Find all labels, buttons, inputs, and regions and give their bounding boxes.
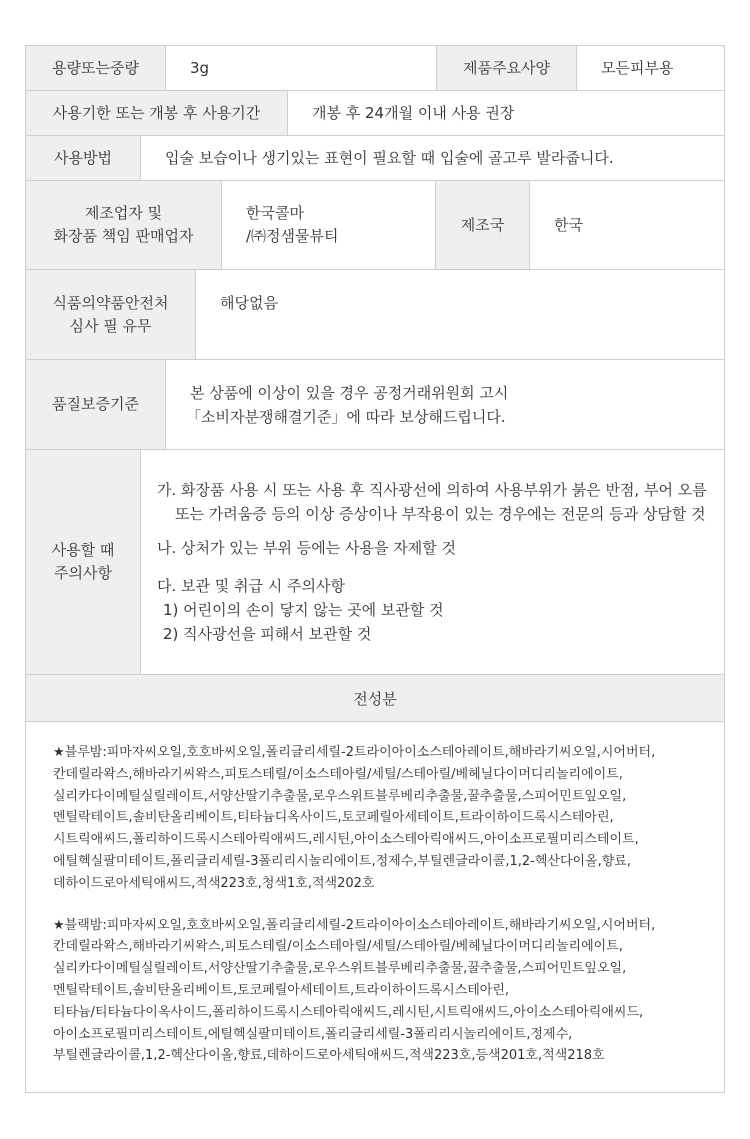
ingredients-body [26,722,724,1067]
maker-value-line-1: 한국콜마 [246,204,304,222]
capacity-value-text: 3g [190,58,210,77]
ingredients-section [26,675,724,1087]
spec-value [577,46,724,90]
caution-item-b [157,536,456,560]
fda-value [196,270,724,359]
ingredients-blackberry [53,915,698,1068]
capacity-value [166,46,436,90]
ingredient-line: 아이소프로필미리스테이트,에틸헥실팔미테이트,폴리글리세릴-3폴리리시놀리에이트,정제수, [53,1026,573,1042]
quality-label [26,360,166,449]
ingredient-line: 멘틸락테이트,솔비탄올리베이트,티타늄디옥사이드,토코페릴아세테이트,트라이하이드록시스테아린, [53,810,614,826]
usage-label [26,136,141,180]
ingredients-title [26,675,724,722]
row-maker [26,181,724,270]
spec-label-text: 제품주요사양 [463,58,550,77]
caution-c2-line: 2) 직사광선을 피해서 보관할 것 [163,625,372,643]
fda-label [26,270,196,359]
row-fda [26,270,724,360]
ingredients-title-text: 전성분 [353,689,397,708]
maker-value [222,181,435,269]
expiry-value [288,91,724,135]
caution-label [26,450,141,674]
usage-value [141,136,724,180]
caution-item-c [157,574,444,646]
ingredient-line: 실리카다이메틸실릴레이트,서양산딸기추출물,로우스위트블루베리추출물,꿀추출물,스피어민트잎오일, [53,961,627,977]
ingredient-line: 데하이드로아세틱애씨드,적색223호,청색1호,적색202호 [53,875,375,891]
ingredient-line: 부틸렌글라이콜,1,2-헥산다이올,향료,데하이드로아세틱애씨드,적색223호,등색201호,적색218호 [53,1048,605,1064]
usage-label-text: 사용방법 [54,148,112,167]
caution-c1-line: 1) 어린이의 손이 닿지 않는 곳에 보관할 것 [163,601,444,619]
quality-label-text: 품질보증기준 [52,395,139,413]
caution-a-line-2: 또는 가려움증 등의 이상 증상이나 부작용이 있는 경우에는 전문의 등과 상담할 것 [175,505,706,523]
capacity-label-text: 용량또는중량 [52,58,139,77]
country-value-text: 한국 [554,215,583,234]
fda-label-line-1: 식품의약품안전처 [52,293,169,312]
ingredient-line: 시트릭애씨드,폴리하이드록시스테아릭애씨드,레시틴,아이소스테아릭애씨드,아이소프로필미리스테이트, [53,832,639,848]
expiry-label [26,91,288,135]
ingredient-line: 칸데릴라왁스,해바라기씨왁스,피토스테릴/이소스테아릴/세틸/스테아릴/베헤닐다이머디리놀리에이트, [53,766,623,782]
row-quality [26,360,724,450]
product-info-table [25,45,725,1093]
ingredient-line: 실리카다이메틸실릴레이트,서양산딸기추출물,로우스위트블루베리추출물,꿀추출물,스피어민트잎오일, [53,788,627,804]
expiry-label-text: 사용기한 또는 개봉 후 사용기간 [52,103,261,122]
maker-label [26,181,222,269]
fda-label-line-2: 심사 필 유무 [69,316,152,335]
quality-value-line-1: 본 상품에 이상이 있을 경우 공정거래위원회 고시 [190,383,509,402]
row-usage [26,136,724,181]
caution-value [141,450,724,674]
country-label [435,181,530,269]
caution-item-a [157,478,707,526]
capacity-label [26,46,166,90]
caution-label-line-2: 주의사항 [54,564,112,582]
ingredient-line: ★블루밤:피마자씨오일,호호바씨오일,폴리글리세릴-2트라이아이소스테아레이트,해바라기씨오일,시어버터, [53,745,656,760]
caution-a-line-1: 가. 화장품 사용 시 또는 사용 후 직사광선에 의하여 사용부위가 붉은 반점, 부어 오름 [157,481,707,499]
ingredient-line: 에틸헥실팔미테이트,폴리글리세릴-3폴리리시놀리에이트,정제수,부틸렌글라이콜,1,2-헥산다이올,향료, [53,853,631,869]
country-value [530,181,724,269]
ingredient-line: 티타늄/티타늄다이옥사이드,폴리하이드록시스테아릭애씨드,레시틴,시트릭애씨드,아이소스테아릭애씨드, [53,1004,644,1020]
ingredient-line: 멘틸락테이트,솔비탄올리베이트,토코페릴아세테이트,트라이하이드록시스테아린, [53,982,510,998]
quality-value-line-2: 「소비자분쟁해결기준」에 따라 보상해드립니다. [186,407,506,426]
row-capacity [26,46,724,91]
maker-value-line-2: /㈜정샘물뷰티 [246,227,339,245]
row-caution [26,450,724,675]
maker-label-line-2: 화장품 책임 판매업자 [53,227,194,245]
caution-label-line-1: 사용할 때 [51,541,115,559]
ingredients-blueberry [53,742,698,895]
row-expiry [26,91,724,136]
ingredient-line: 칸데릴라왁스,해바라기씨왁스,피토스테릴/이소스테아릴/세틸/스테아릴/베헤닐다이머디리놀리에이트, [53,939,623,955]
fda-value-text: 해당없음 [220,294,278,312]
spec-value-text: 모든피부용 [601,58,674,77]
ingredient-line: ★블랙밤:피마자씨오일,호호바씨오일,폴리글리세릴-2트라이아이소스테아레이트,해바라기씨오일,시어버터, [53,917,656,933]
expiry-value-text: 개봉 후 24개월 이내 사용 권장 [312,103,515,122]
caution-b-line: 나. 상처가 있는 부위 등에는 사용을 자제할 것 [157,539,456,557]
country-label-text: 제조국 [460,215,505,234]
quality-value [166,360,724,449]
usage-value-text: 입술 보습이나 생기있는 표현이 필요할 때 입술에 골고루 발라줍니다. [165,148,614,167]
caution-c-line: 다. 보관 및 취급 시 주의사항 [157,577,345,595]
maker-label-line-1: 제조업자 및 [84,204,163,222]
spec-label [436,46,577,90]
